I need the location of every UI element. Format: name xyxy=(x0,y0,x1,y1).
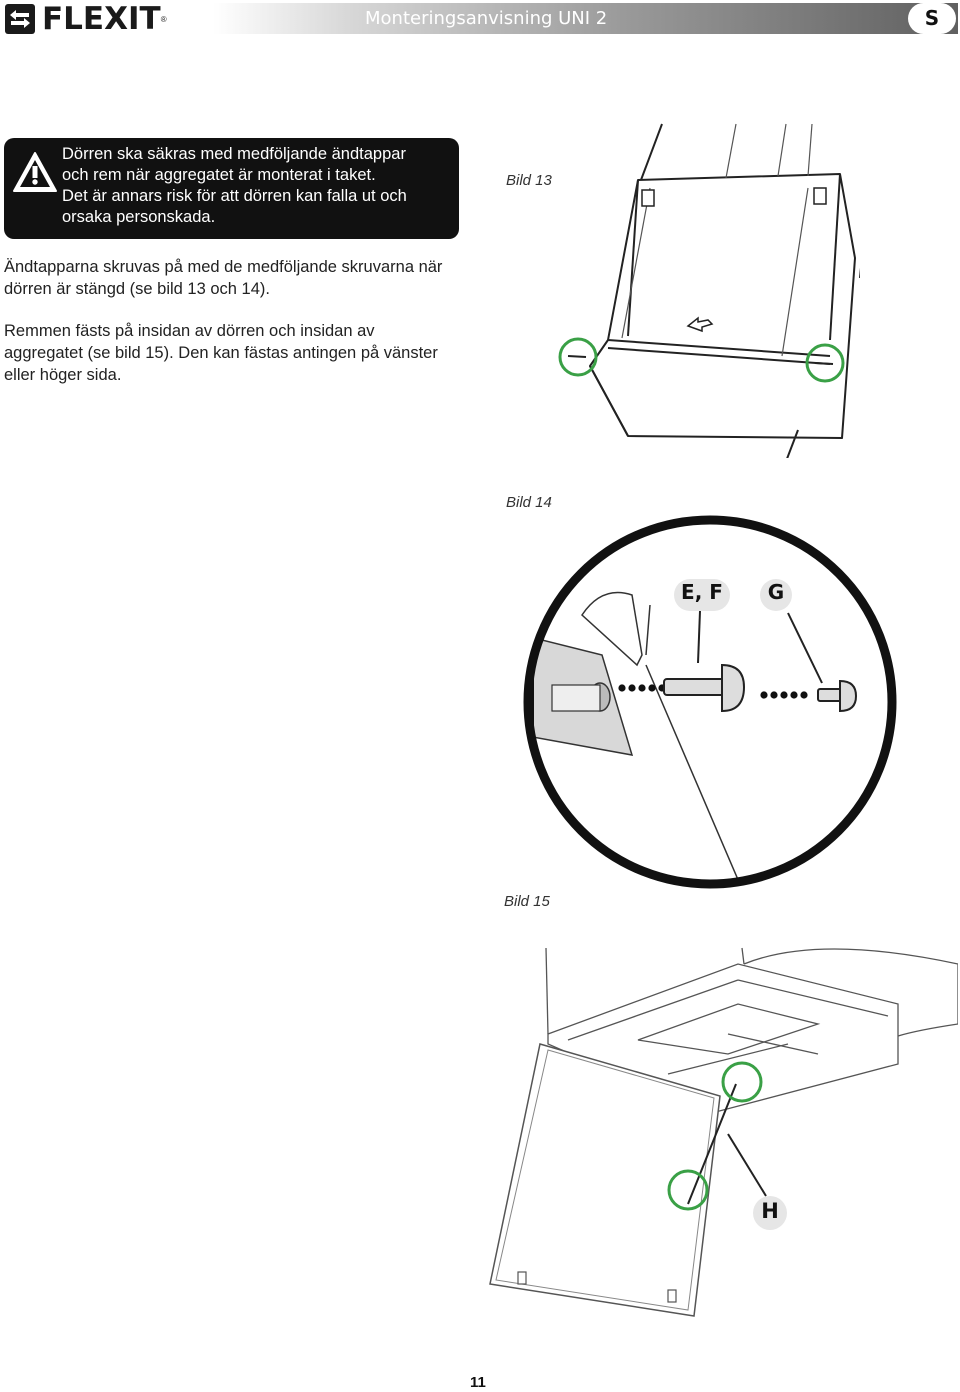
figure-15-strap-illustration xyxy=(488,944,958,1324)
flexit-logo xyxy=(4,3,167,35)
warning-triangle-icon xyxy=(12,150,58,194)
paragraph-strap xyxy=(4,320,464,386)
warning-box xyxy=(4,138,459,239)
page-header xyxy=(0,0,960,36)
paragraph-end-pins xyxy=(4,256,464,300)
registered-mark: ® xyxy=(160,14,167,24)
warning-line: orsaka personskada. xyxy=(62,208,216,226)
language-badge: S xyxy=(908,3,956,34)
part-label-ef: E, F xyxy=(681,580,723,604)
warning-line: och rem när aggregatet är monterat i taket. xyxy=(62,166,376,184)
paragraph-line: eller höger sida. xyxy=(4,366,122,384)
figure-14-detail-illustration xyxy=(522,515,900,889)
brand-name: FLEXIT xyxy=(42,1,161,37)
screw-icon xyxy=(818,681,856,711)
part-label-h: H xyxy=(761,1199,779,1223)
paragraph-line: Remmen fästs på insidan av dörren och insidan av xyxy=(4,322,375,340)
figure-14-caption: Bild 14 xyxy=(506,494,552,511)
paragraph-line: dörren är stängd (se bild 13 och 14). xyxy=(4,280,270,298)
document-title: Monteringsanvisning UNI 2 xyxy=(365,8,608,29)
figure-13-unit-illustration xyxy=(550,118,860,458)
figure-13-caption: Bild 13 xyxy=(506,172,552,189)
flexit-arrows-icon xyxy=(4,3,36,35)
warning-line: Det är annars risk för att dörren kan falla ut och xyxy=(62,187,407,205)
warning-line: Dörren ska säkras med medföljande ändtappar xyxy=(62,145,406,163)
page-number: 11 xyxy=(470,1374,486,1391)
latch-icon xyxy=(642,190,654,206)
paragraph-line: Ändtapparna skruvas på med de medföljande skruvarna när xyxy=(4,258,443,276)
end-pin-icon xyxy=(664,665,744,711)
figure-15-caption: Bild 15 xyxy=(504,893,550,910)
warning-text xyxy=(62,144,457,228)
part-label-g: G xyxy=(767,580,785,604)
latch-icon xyxy=(814,188,826,204)
paragraph-line: aggregatet (se bild 15). Den kan fästas antingen på vänster xyxy=(4,344,438,362)
